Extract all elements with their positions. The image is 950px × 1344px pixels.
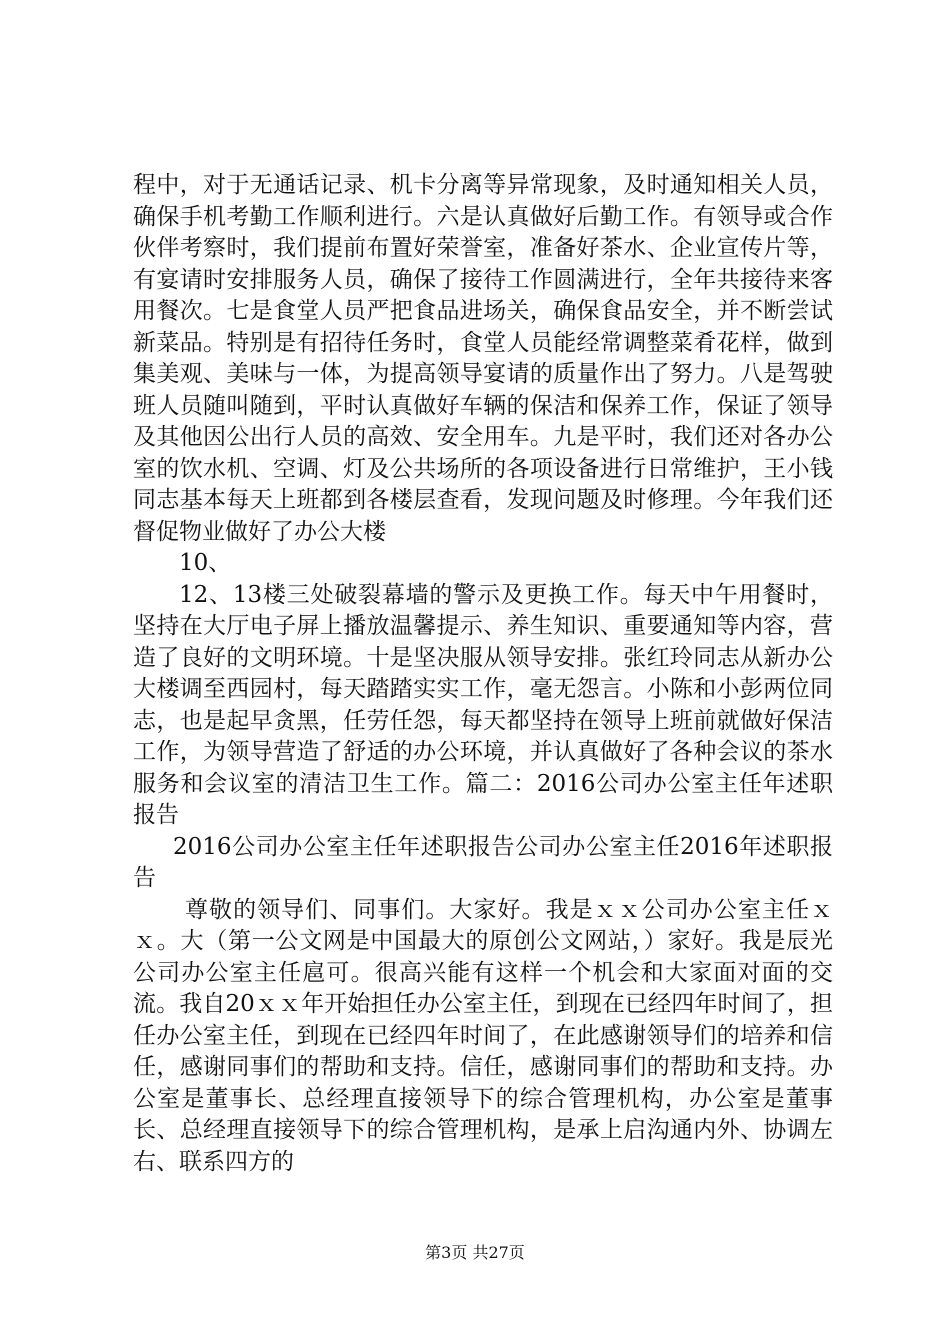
paragraph-3: 12、13楼三处破裂幕墙的警示及更换工作。每天中午用餐时，坚持在大厅电子屏上播放温馨提示、养生知识、重要通知等内容，营造了良好的文明环境。十是坚决服从领导安排。张红玲同志从新办公大楼调至西园村，每天踏踏实实工作，毫无怨言。小陈和小彭两位同志，也是起早贪黑，任劳任怨，每天都坚持在领导上班前就做好保洁工作，为领导营造了舒适的办公环境，并认真做好了各种会议的茶水服务和会议室的清洁卫生工作。篇二：2016公司办公室主任年述职报告 <box>133 581 833 828</box>
document-body <box>133 170 833 1178</box>
paragraph-5: 尊敬的领导们、同事们。大家好。我是ｘｘ公司办公室主任ｘｘ。大（第一公文网是中国最大的原创公文网站，）家好。我是辰光公司办公室主任扈可。很高兴能有这样一个机会和大家面对面的交流。我自20ｘｘ年开始担任办公室主任，到现在已经四年时间了，担任办公室主任，到现在已经四年时间了，在此感谢领导们的培养和信任，感谢同事们的帮助和支持。信任，感谢同事们的帮助和支持。办公室是董事长、总经理直接领导下的综合管理机构，办公室是董事长、总经理直接领导下的综合管理机构，是承上启沟通内外、协调左右、联系四方的 <box>133 896 833 1175</box>
page-footer: 第3页 共27页 <box>425 1243 525 1262</box>
paragraph-2: 10、 <box>179 550 232 576</box>
paragraph-1: 程中，对于无通话记录、机卡分离等异常现象，及时通知相关人员，确保手机考勤工作顺利进行。六是认真做好后勤工作。有领导或合作伙伴考察时，我们提前布置好荣誉室，准备好茶水、企业宣传片等，有宴请时安排服务人员，确保了接待工作圆满进行，全年共接待来客用餐次。七是食堂人员严把食品进场关，确保食品安全，并不断尝试新菜品。特别是有招待任务时，食堂人员能经常调整菜肴花样，做到集美观、美味与一体，为提高领导宴请的质量作出了努力。八是驾驶班人员随叫随到，平时认真做好车辆的保洁和保养工作，保证了领导及其他因公出行人员的高效、安全用车。九是平时，我们还对各办公室的饮水机、空调、灯及公共场所的各项设备进行日常维护，王小钱同志基本每天上班都到各楼层查看，发现问题及时修理。今年我们还督促物业做好了办公大楼 <box>133 172 833 545</box>
paragraph-4: 2016公司办公室主任年述职报告公司办公室主任2016年述职报告 <box>133 833 833 891</box>
